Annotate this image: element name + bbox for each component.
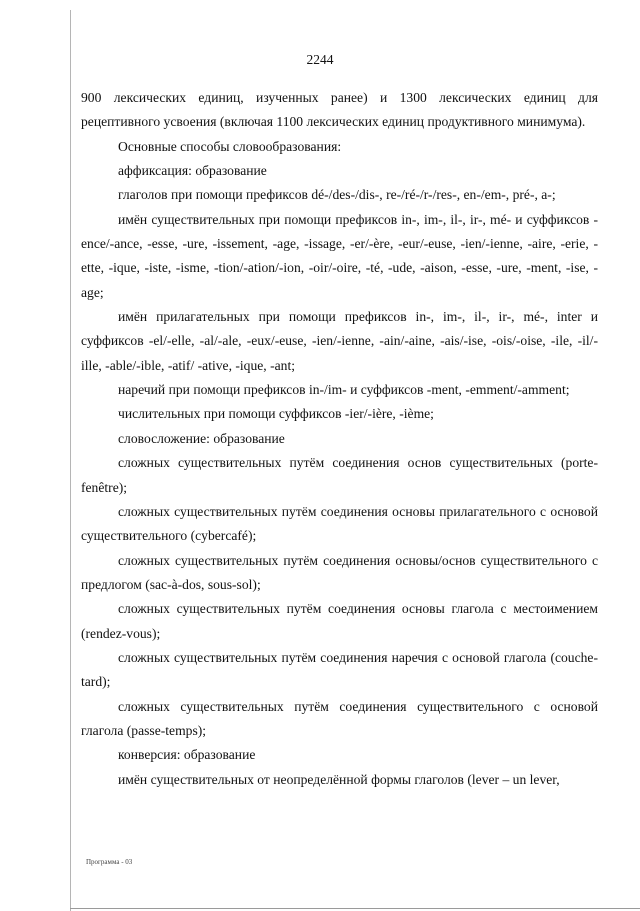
- paragraph: сложных существительных путём соединения основы глагола с местоимением (rendez-vous);: [81, 601, 598, 641]
- paragraph: сложных существительных путём соединения существительного с основой глагола (passe-temps);: [81, 698, 598, 738]
- paragraph: словосложение: образование: [118, 430, 285, 446]
- paragraph: аффиксация: образование: [118, 163, 267, 179]
- paragraph: наречий при помощи префиксов in-/im- и суффиксов -ment, -emment/-amment;: [118, 382, 570, 398]
- page-number: 2244: [306, 52, 334, 67]
- paragraph: Основные способы словообразования:: [118, 138, 342, 154]
- paragraph: сложных существительных путём соединения основы/основ существительного с предлогом (sac-à-dos, sous-sol);: [81, 552, 598, 592]
- paragraph: конверсия: образование: [118, 747, 256, 763]
- paragraph: глаголов при помощи префиксов dé-/des-/dis-, re-/ré-/r-/res-, en-/em-, pré-, a-;: [118, 187, 556, 203]
- paragraph: имён прилагательных при помощи префиксов in-, im-, il-, ir-, mé-, inter и суффиксов -el/-elle, -al/-ale, -eux/-euse, -ien/-ienne, -ain/-aine, -ais/-ise, -ois/-oise, -ile, -il/-ille, -able/-ible, -atif/ -ative, -ique, -ant;: [81, 309, 598, 373]
- paragraph: имён существительных при помощи префиксов in-, im-, il-, ir-, mé- и суффиксов -ence/-ance, -esse, -ure, -issement, -age, -issage, -er/-ère, -eur/-euse, -ien/-ienne, -aire, -erie, -ette, -ique, -iste, -isme, -tion/-ation/-ion, -oir/-oire, -té, -ude, -aison, -esse, -ure, -ment, -ise, -age;: [81, 211, 598, 300]
- scan-edge-left: [70, 10, 71, 911]
- paragraph: сложных существительных путём соединения основы прилагательного с основой существительного (cybercafé);: [81, 503, 598, 544]
- paragraph: числительных при помощи суффиксов -ier/-ière, -ième;: [118, 406, 434, 422]
- body-text: [81, 86, 598, 792]
- paragraph: 900 лексических единиц, изученных ранее) и 1300 лексических единиц для рецептивного усвоения (включая 1100 лексических единиц продуктивного минимума).: [81, 90, 598, 130]
- scan-edge-bottom: [70, 908, 640, 909]
- paragraph: сложных существительных путём соединения наречия с основой глагола (couche-tard);: [81, 649, 598, 690]
- paragraph: сложных существительных путём соединения основ существительных (porte-fenêtre);: [81, 455, 598, 495]
- footer-label: Программа - 03: [86, 858, 133, 866]
- paragraph: имён существительных от неопределённой формы глаголов (lever – un lever,: [118, 771, 560, 787]
